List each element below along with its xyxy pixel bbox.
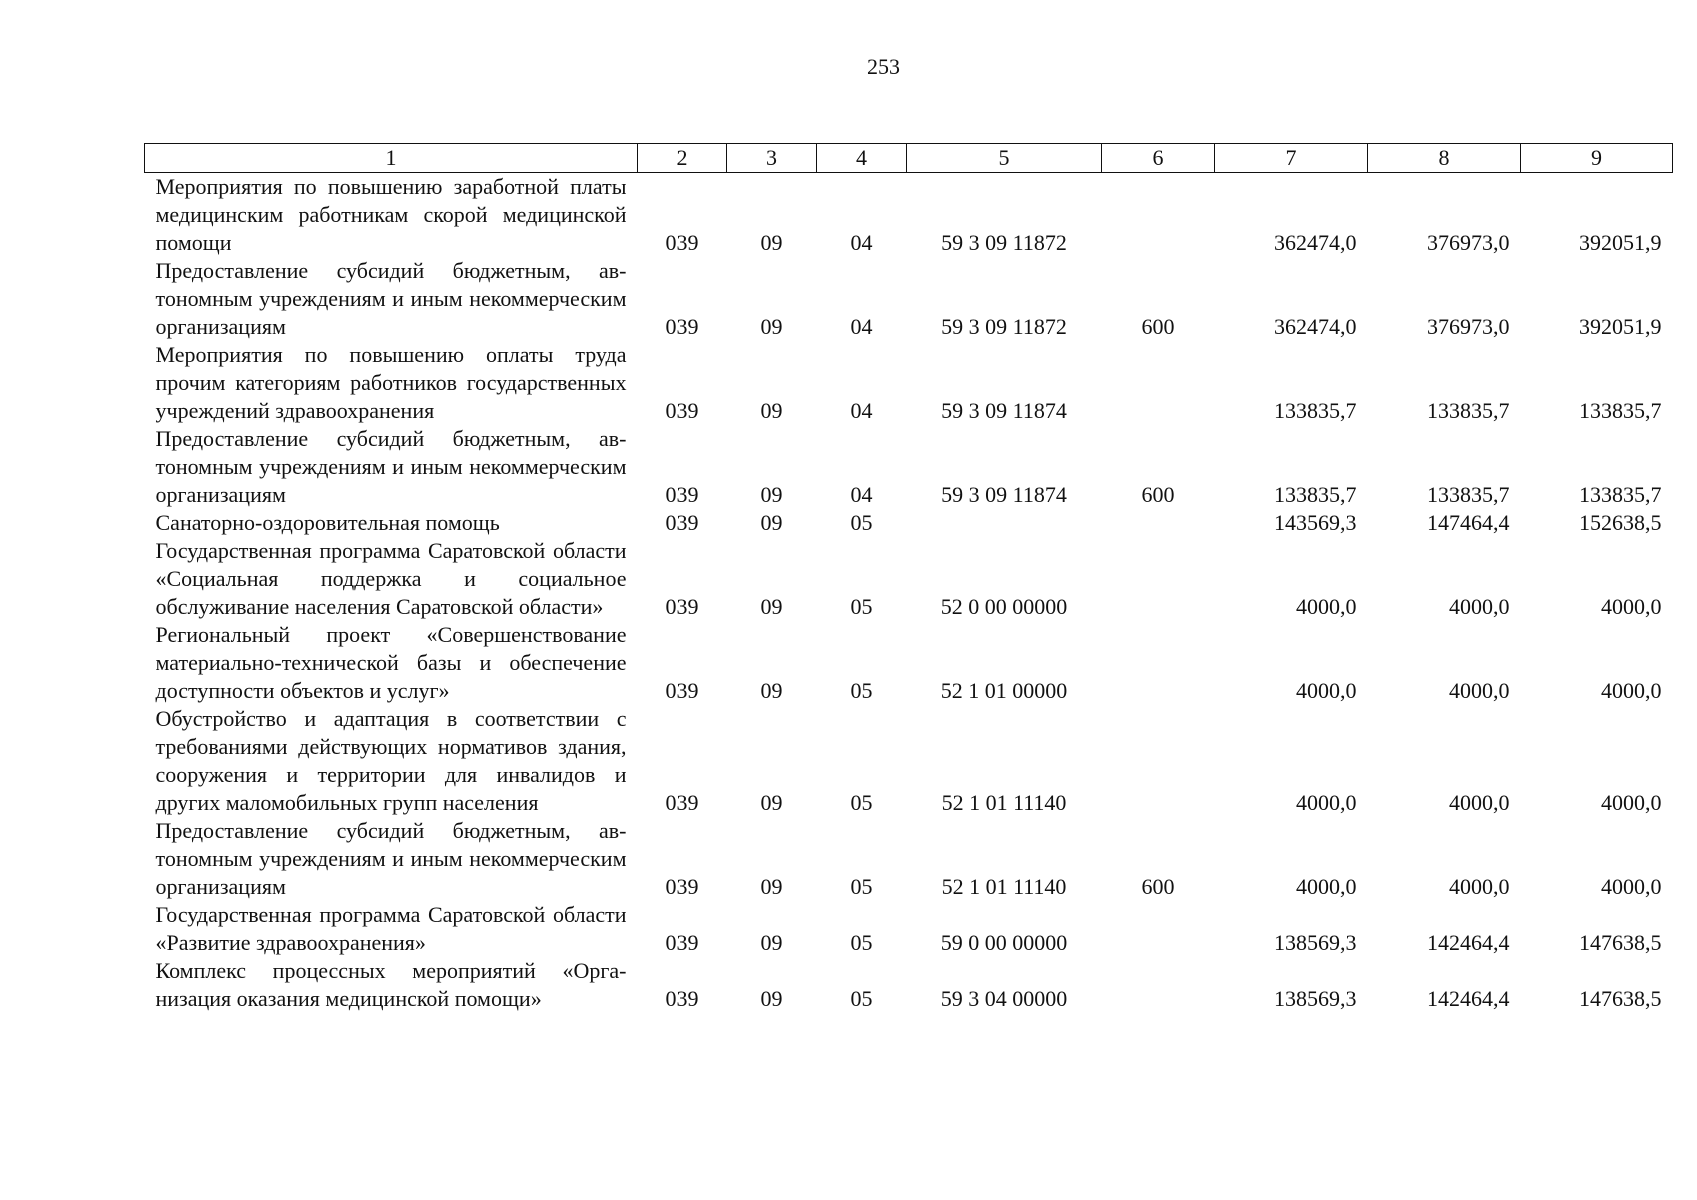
row-expense-type-cell (1102, 509, 1215, 537)
header-cell-8: 8 (1368, 144, 1521, 173)
row-amount-2-cell: 147464,4 (1427, 510, 1510, 535)
row-target-article-cell: 59 3 04 00000 (940, 986, 1068, 1011)
row-amount-1-cell: 4000,0 (1296, 874, 1357, 899)
row-subsection-cell: 05 (850, 790, 873, 815)
row-amount-2-cell: 4000,0 (1449, 594, 1510, 619)
row-amount-3-cell: 392051,9 (1579, 314, 1662, 339)
row-amount-2-cell: 133835,7 (1427, 398, 1510, 423)
row-subsection-cell: 04 (850, 482, 873, 507)
header-cell-4: 4 (817, 144, 907, 173)
header-cell-2: 2 (638, 144, 727, 173)
row-amount-3-cell: 152638,5 (1579, 510, 1662, 535)
row-amount-3-cell: 392051,9 (1579, 230, 1662, 255)
row-amount-3-cell: 147638,5 (1579, 930, 1662, 955)
table-row (145, 621, 1673, 705)
row-amount-1-cell: 4000,0 (1296, 594, 1357, 619)
table-header (145, 144, 1673, 173)
row-grbs-cell: 039 (665, 398, 699, 423)
row-amount-3-cell: 133835,7 (1579, 398, 1662, 423)
row-amount-1-cell: 4000,0 (1296, 678, 1357, 703)
table-row (145, 173, 1673, 258)
row-amount-1-cell: 143569,3 (1274, 510, 1357, 535)
row-section-cell: 09 (760, 874, 783, 899)
row-grbs-cell: 039 (665, 510, 699, 535)
header-cell-1: 1 (145, 144, 638, 173)
row-expense-type-cell: 600 (1141, 314, 1175, 339)
row-expense-type-cell (1102, 173, 1215, 258)
row-section-cell: 09 (760, 594, 783, 619)
row-amount-1-cell: 4000,0 (1296, 790, 1357, 815)
row-expense-type-cell: 600 (1141, 482, 1175, 507)
row-target-article-cell: 59 3 09 11872 (941, 230, 1067, 255)
row-section-cell: 09 (760, 482, 783, 507)
row-target-article-cell: 52 0 00 00000 (940, 594, 1068, 619)
row-target-article-cell: 59 3 09 11874 (941, 398, 1067, 423)
row-amount-2-cell: 376973,0 (1427, 314, 1510, 339)
row-amount-3-cell: 4000,0 (1601, 874, 1662, 899)
row-subsection-cell: 05 (850, 874, 873, 899)
row-amount-2-cell: 4000,0 (1449, 790, 1510, 815)
row-amount-3-cell: 4000,0 (1601, 790, 1662, 815)
table-row (145, 705, 1673, 817)
row-amount-1-cell: 138569,3 (1274, 986, 1357, 1011)
row-grbs-cell: 039 (665, 314, 699, 339)
header-cell-9: 9 (1521, 144, 1673, 173)
row-target-article-cell: 52 1 01 11140 (941, 874, 1067, 899)
row-amount-1-cell: 362474,0 (1274, 230, 1357, 255)
row-grbs-cell: 039 (665, 874, 699, 899)
row-name-cell: Региональный проект «Совершенствование материально-технической базы и обеспечение доступности объектов и услуг» (155, 622, 627, 703)
table-row (145, 901, 1673, 957)
row-section-cell: 09 (760, 510, 783, 535)
row-grbs-cell: 039 (665, 986, 699, 1011)
row-amount-2-cell: 133835,7 (1427, 482, 1510, 507)
row-subsection-cell: 04 (850, 314, 873, 339)
table-body (145, 173, 1673, 1014)
row-amount-3-cell: 4000,0 (1601, 594, 1662, 619)
row-amount-1-cell: 133835,7 (1274, 398, 1357, 423)
row-section-cell: 09 (760, 398, 783, 423)
page-number: 253 (867, 54, 900, 79)
table-row (145, 425, 1673, 509)
row-subsection-cell: 05 (850, 930, 873, 955)
header-cell-3: 3 (727, 144, 817, 173)
row-grbs-cell: 039 (665, 594, 699, 619)
row-expense-type-cell (1102, 621, 1215, 705)
row-subsection-cell: 04 (850, 398, 873, 423)
budget-table (144, 143, 1673, 1013)
row-section-cell: 09 (760, 230, 783, 255)
row-expense-type-cell (1102, 537, 1215, 621)
row-name-cell: Государственная программа Саратовской области «Социальная поддержка и социальное обслуживание населения Саратовской области» (155, 538, 627, 619)
row-name-cell: Мероприятия по повышению оплаты труда прочим категориям работников государственных учреждений здравоохранения (155, 342, 627, 423)
row-amount-2-cell: 4000,0 (1449, 874, 1510, 899)
row-subsection-cell: 05 (850, 678, 873, 703)
row-amount-2-cell: 142464,4 (1427, 930, 1510, 955)
row-amount-2-cell: 142464,4 (1427, 986, 1510, 1011)
row-name-cell: Мероприятия по повышению заработной платы медицинским работникам скорой медицинской помощи (155, 174, 627, 255)
header-cell-6: 6 (1102, 144, 1215, 173)
row-amount-2-cell: 4000,0 (1449, 678, 1510, 703)
row-section-cell: 09 (760, 314, 783, 339)
table-row (145, 957, 1673, 1013)
table-row (145, 537, 1673, 621)
row-subsection-cell: 05 (850, 510, 873, 535)
header-cell-5: 5 (907, 144, 1102, 173)
header-cell-7: 7 (1215, 144, 1368, 173)
row-section-cell: 09 (760, 678, 783, 703)
row-amount-3-cell: 4000,0 (1601, 678, 1662, 703)
header-row (145, 144, 1673, 173)
row-target-article-cell: 52 1 01 00000 (940, 678, 1068, 703)
row-expense-type-cell (1102, 901, 1215, 957)
row-grbs-cell: 039 (665, 790, 699, 815)
row-amount-1-cell: 138569,3 (1274, 930, 1357, 955)
row-name-cell: Предоставление субсидий бюджетным, автономным учреждениям и иным некоммерческим организациям (155, 818, 627, 899)
row-target-article-cell: 52 1 01 11140 (941, 790, 1067, 815)
row-subsection-cell: 05 (850, 986, 873, 1011)
row-grbs-cell: 039 (665, 930, 699, 955)
row-amount-3-cell: 133835,7 (1579, 482, 1662, 507)
row-expense-type-cell (1102, 341, 1215, 425)
row-section-cell: 09 (760, 790, 783, 815)
row-name-cell: Комплекс процессных мероприятий «Организация оказания медицинской помощи» (155, 958, 627, 1011)
row-name-cell: Обустройство и адаптация в соответствии с требованиями действующих нормативов здания, сооружения и территории для инвалидов и других маломобильных групп населения (155, 706, 627, 815)
row-target-article-cell: 59 3 09 11872 (941, 314, 1067, 339)
row-name-cell: Санаторно-оздоровительная помощь (155, 510, 500, 535)
table-row (145, 509, 1673, 537)
row-target-article-cell (907, 509, 1102, 537)
row-amount-1-cell: 133835,7 (1274, 482, 1357, 507)
row-amount-1-cell: 362474,0 (1274, 314, 1357, 339)
row-expense-type-cell (1102, 705, 1215, 817)
row-name-cell: Предоставление субсидий бюджетным, автономным учреждениям и иным некоммерческим организациям (155, 258, 627, 339)
table-row (145, 817, 1673, 901)
row-grbs-cell: 039 (665, 482, 699, 507)
row-expense-type-cell: 600 (1141, 874, 1175, 899)
row-grbs-cell: 039 (665, 678, 699, 703)
row-name-cell: Государственная программа Саратовской области «Развитие здравоохранения» (155, 902, 627, 955)
row-name-cell: Предоставление субсидий бюджетным, автономным учреждениям и иным некоммерческим организациям (155, 426, 627, 507)
table-row (145, 257, 1673, 341)
row-subsection-cell: 04 (850, 230, 873, 255)
row-subsection-cell: 05 (850, 594, 873, 619)
row-section-cell: 09 (760, 930, 783, 955)
row-grbs-cell: 039 (665, 230, 699, 255)
row-expense-type-cell (1102, 957, 1215, 1013)
row-target-article-cell: 59 0 00 00000 (940, 930, 1068, 955)
row-target-article-cell: 59 3 09 11874 (941, 482, 1067, 507)
row-amount-2-cell: 376973,0 (1427, 230, 1510, 255)
table-row (145, 341, 1673, 425)
row-section-cell: 09 (760, 986, 783, 1011)
row-amount-3-cell: 147638,5 (1579, 986, 1662, 1011)
